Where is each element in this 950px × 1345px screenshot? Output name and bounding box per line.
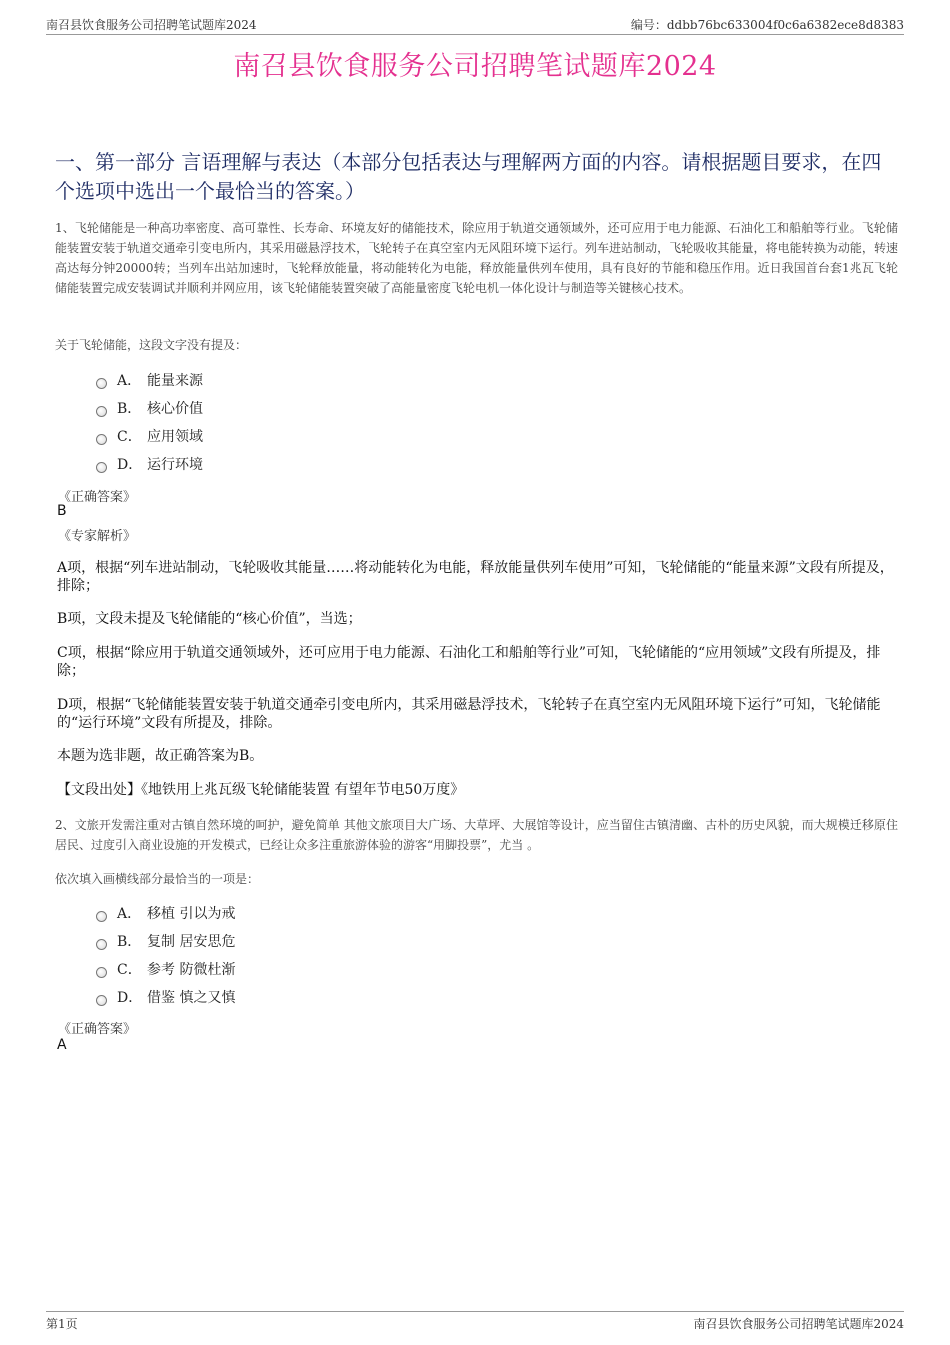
q1-analysis-label: 《专家解析》 — [58, 529, 137, 544]
option-letter: A． — [117, 906, 142, 922]
q2-answer-label: 《正确答案》 — [58, 1022, 137, 1037]
radio-button[interactable] — [96, 967, 107, 978]
q2-answer: A — [57, 1037, 67, 1053]
option-letter: B． — [117, 934, 142, 950]
option-text: 能量来源 — [147, 373, 203, 389]
radio-button[interactable] — [96, 434, 107, 445]
q1-answer-label: 《正确答案》 — [58, 490, 137, 505]
q2-option-b[interactable] — [96, 927, 235, 955]
q1-option-a[interactable] — [96, 366, 203, 394]
q2-option-a[interactable] — [96, 899, 235, 927]
q1-analysis-d: D项，根据“飞轮储能装置安装于轨道交通牵引变电所内，其采用磁悬浮技术，飞轮转子在真空室内无风阻环境下运行”可知，飞轮储能的“运行环境”文段有所提及，排除。 — [57, 697, 881, 731]
q1-options — [96, 366, 203, 478]
q2-option-d[interactable] — [96, 983, 235, 1011]
option-text: 复制 居安思危 — [147, 934, 236, 950]
option-letter: C． — [117, 429, 142, 445]
option-text: 核心价值 — [147, 401, 203, 417]
q1-conclusion: 本题为选非题，故正确答案为B。 — [57, 748, 264, 764]
page-number: 第1页 — [46, 1317, 78, 1331]
radio-button[interactable] — [96, 406, 107, 417]
option-text: 借鉴 慎之又慎 — [147, 990, 236, 1006]
q1-prompt: 关于飞轮储能，这段文字没有提及： — [55, 338, 248, 352]
q1-text: 1、飞轮储能是一种高功率密度、高可靠性、长寿命、环境友好的储能技术，除应用于轨道交通领域外，还可应用于电力能源、石油化工和船舶等行业。飞轮储能装置安装于轨道交通牵引变电所内，其采用磁悬浮技术，飞轮转子在真空室内无风阻环境下运行。列车进站制动，飞轮吸收其能量，将电能转换为动能，转速高达每分钟20000转；当列车出站加速时，飞轮释放能量，将动能转化为电能，释放能量供列车使用，具有良好的节能和稳压作用。近日我国首台套1兆瓦飞轮储能装置完成安装调试并顺利并网应用，该飞轮储能装置突破了高能量密度飞轮电机一体化设计与制造等关键核心技术。 — [55, 221, 898, 295]
q1-source: 【文段出处】《地铁用上兆瓦级飞轮储能装置 有望年节电50万度》 — [57, 782, 465, 798]
option-letter: D． — [117, 990, 143, 1006]
option-letter: C． — [117, 962, 142, 978]
option-text: 运行环境 — [147, 457, 203, 473]
page-header — [46, 12, 904, 35]
q2-text: 2、文旅开发需注重对古镇自然环境的呵护，避免简单 其他文旅项目大广场、大草坪、大展馆等设计，应当留住古镇清幽、古朴的历史风貌，而大规模迁移原住居民、过度引入商业设施的开发模式，已经让众多注重旅游体验的游客“用脚投票”，尤当 。 — [55, 818, 898, 852]
q1-option-d[interactable] — [96, 450, 203, 478]
footer-doc-title: 南召县饮食服务公司招聘笔试题库2024 — [693, 1317, 904, 1331]
q1-answer: B — [57, 503, 67, 519]
option-text: 参考 防微杜渐 — [147, 962, 236, 978]
q2-prompt: 依次填入画横线部分最恰当的一项是： — [55, 872, 260, 886]
q2-option-c[interactable] — [96, 955, 235, 983]
page-title: 南召县饮食服务公司招聘笔试题库2024 — [233, 51, 717, 82]
header-doc-title: 南召县饮食服务公司招聘笔试题库2024 — [46, 18, 257, 32]
option-letter: A． — [117, 373, 142, 389]
radio-button[interactable] — [96, 995, 107, 1006]
radio-button[interactable] — [96, 911, 107, 922]
q1-analysis-c: C项，根据“除应用于轨道交通领域外，还可应用于电力能源、石油化工和船舶等行业”可知，飞轮储能的“应用领域”文段有所提及，排除； — [57, 645, 881, 679]
radio-button[interactable] — [96, 378, 107, 389]
q1-option-c[interactable] — [96, 422, 203, 450]
q1-option-b[interactable] — [96, 394, 203, 422]
section-heading: 一、第一部分 言语理解与表达（本部分包括表达与理解两方面的内容。请根据题目要求，在四个选项中选出一个最恰当的答案。） — [55, 150, 882, 203]
page-footer — [46, 1311, 904, 1334]
q1-analysis-b: B项，文段未提及飞轮储能的“核心价值”，当选； — [57, 611, 362, 627]
header-doc-id: 编号：ddbb76bc633004f0c6a6382ece8d8383 — [630, 18, 904, 32]
radio-button[interactable] — [96, 939, 107, 950]
option-letter: B． — [117, 401, 142, 417]
q2-options — [96, 899, 235, 1011]
option-letter: D． — [117, 457, 143, 473]
q1-analysis-a: A项，根据“列车进站制动，飞轮吸收其能量……将动能转化为电能，释放能量供列车使用”可知，飞轮储能的“能量来源”文段有所提及，排除； — [57, 560, 894, 594]
option-text: 应用领域 — [147, 429, 203, 445]
radio-button[interactable] — [96, 462, 107, 473]
option-text: 移植 引以为戒 — [147, 906, 236, 922]
